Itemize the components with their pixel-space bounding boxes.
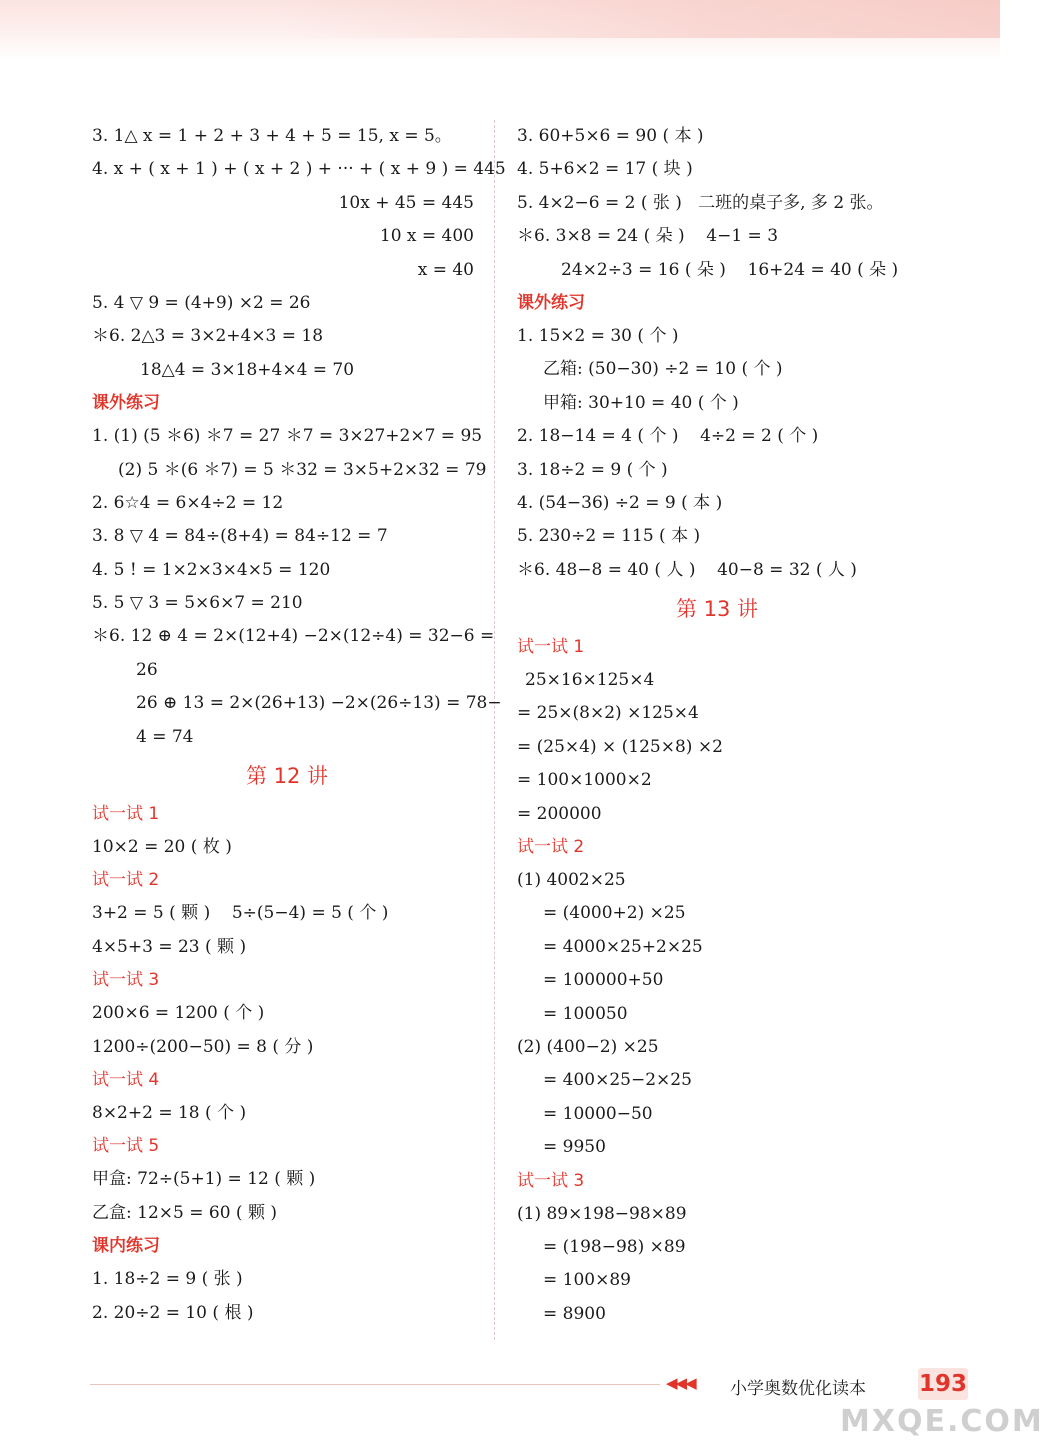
answer-line: 3. 1△ x = 1 + 2 + 3 + 4 + 5 = 15, x = 5。 [92, 126, 452, 146]
answer-line: (2) 5 ＊(6 ＊7) = 5 ＊32 = 3×5+2×32 = 79 [118, 459, 487, 480]
answer-line: 2. 6☆4 = 6×4÷2 = 12 [92, 492, 284, 513]
try-title: 试一试 3 [92, 970, 160, 991]
answer-line: = 100×1000×2 [517, 770, 652, 791]
answer-line: = 10000−50 [543, 1103, 653, 1124]
answer-line: 1. 18÷2 = 9 ( 张 ) [92, 1269, 243, 1290]
answer-line: 10x + 45 = 445 [338, 192, 474, 213]
answer-line: ＊6. 3×8 = 24 ( 朵 ) 4−1 = 3 [517, 226, 779, 247]
answer-line: 1. (1) (5 ＊6) ＊7 = 27 ＊7 = 3×27+2×7 = 95 [92, 426, 483, 447]
answer-line: = 200000 [517, 803, 602, 824]
section-title-extra-practice: 课外练习 [92, 393, 160, 414]
answer-line: 8×2+2 = 18 ( 个 ) [92, 1102, 247, 1123]
answer-line: 4. 5+6×2 = 17 ( 块 ) [517, 159, 693, 180]
answer-line: 1200÷(200−50) = 8 ( 分 ) [92, 1036, 314, 1057]
answer-line: = 8900 [543, 1303, 606, 1324]
answer-line: 乙盒: 12×5 = 60 ( 颗 ) [92, 1202, 277, 1223]
try-title: 试一试 5 [92, 1136, 160, 1157]
left-column [92, 120, 506, 1330]
answer-line: 10 x = 400 [379, 226, 474, 247]
answer-line: 26 ⊕ 13 = 2×(26+13) −2×(26÷13) = 78− [136, 693, 502, 714]
answer-line: 200×6 = 1200 ( 个 ) [92, 1003, 265, 1024]
answer-line: 5. 5 ▽ 3 = 5×6×7 = 210 [92, 593, 303, 614]
answer-line: 3. 18÷2 = 9 ( 个 ) [517, 459, 668, 480]
answer-line: 甲盒: 72÷(5+1) = 12 ( 颗 ) [92, 1169, 316, 1190]
lecture-title: 第 12 讲 [245, 764, 329, 789]
answer-line: 5. 4×2−6 = 2 ( 张 ) 二班的桌子多, 多 2 张。 [517, 192, 884, 213]
page-number: 193 [918, 1368, 968, 1400]
answer-line: 5. 4 ▽ 9 = (4+9) ×2 = 26 [92, 292, 311, 313]
answer-line: = (198−98) ×89 [543, 1236, 686, 1257]
try-title: 试一试 1 [517, 637, 585, 658]
answer-line: 3. 8 ▽ 4 = 84÷(8+4) = 84÷12 = 7 [92, 526, 388, 547]
book-title: 小学奥数优化读本 [730, 1379, 866, 1399]
answer-line: 乙箱: (50−30) ÷2 = 10 ( 个 ) [543, 359, 783, 380]
answer-line: = 100050 [543, 1003, 628, 1024]
answer-line: ＊6. 2△3 = 3×2+4×3 = 18 [92, 326, 324, 347]
footer-rule [90, 1384, 660, 1385]
answer-line: 4×5+3 = 23 ( 颗 ) [92, 936, 247, 957]
arrow-left-icon: ◀◀◀ [666, 1374, 695, 1392]
answer-line: = 100000+50 [543, 970, 664, 991]
try-title: 试一试 2 [517, 837, 585, 858]
answer-line: 甲箱: 30+10 = 40 ( 个 ) [543, 392, 739, 413]
answer-line: = 100×89 [543, 1270, 631, 1291]
answer-line: 18△4 = 3×18+4×4 = 70 [140, 359, 355, 380]
try-title: 试一试 2 [92, 870, 160, 891]
try-title: 试一试 4 [92, 1069, 160, 1090]
section-title-extra-practice: 课外练习 [517, 292, 585, 313]
answer-line: 25×16×125×4 [525, 670, 655, 691]
answer-line: ＊6. 48−8 = 40 ( 人 ) 40−8 = 32 ( 人 ) [517, 559, 857, 580]
try-title: 试一试 1 [92, 804, 160, 825]
answer-line: = (25×4) × (125×8) ×2 [517, 736, 723, 757]
answer-line: = (4000+2) ×25 [543, 903, 686, 924]
watermark: MXQE.COM [840, 1404, 1044, 1439]
answer-line: 2. 18−14 = 4 ( 个 ) 4÷2 = 2 ( 个 ) [517, 426, 819, 447]
answer-line: = 25×(8×2) ×125×4 [517, 703, 699, 724]
answer-line: 5. 230÷2 = 115 ( 本 ) [517, 526, 701, 547]
try-title: 试一试 3 [517, 1170, 585, 1191]
answer-line: 4. (54−36) ÷2 = 9 ( 本 ) [517, 492, 723, 513]
answer-line: 4. 5 ! = 1×2×3×4×5 = 120 [92, 559, 331, 580]
answer-line: = 4000×25+2×25 [543, 936, 703, 957]
answer-line: 26 [136, 659, 158, 680]
answer-line: 3+2 = 5 ( 颗 ) 5÷(5−4) = 5 ( 个 ) [92, 903, 389, 924]
answer-line: 1. 15×2 = 30 ( 个 ) [517, 325, 679, 346]
answer-line: = 400×25−2×25 [543, 1070, 692, 1091]
right-column [517, 120, 917, 1331]
answer-line: 4 = 74 [136, 726, 194, 747]
answer-line: (2) (400−2) ×25 [517, 1036, 659, 1057]
lecture-title: 第 13 讲 [675, 597, 759, 622]
answer-line: = 9950 [543, 1137, 606, 1158]
answer-line: (1) 4002×25 [517, 870, 626, 891]
answer-line: (1) 89×198−98×89 [517, 1203, 687, 1224]
answer-line: 3. 60+5×6 = 90 ( 本 ) [517, 126, 704, 146]
answer-line: 24×2÷3 = 16 ( 朵 ) 16+24 = 40 ( 朵 ) [561, 259, 899, 280]
top-decorative-accent [280, 0, 1000, 38]
answer-line: ＊6. 12 ⊕ 4 = 2×(12+4) −2×(12÷4) = 32−6 = [92, 626, 495, 647]
answer-line: x = 40 [417, 259, 474, 280]
column-divider [494, 120, 495, 1340]
answer-line: 4. x + ( x + 1 ) + ( x + 2 ) + ··· + ( x + 9 ) = 445 [92, 159, 506, 180]
answer-line: 10×2 = 20 ( 枚 ) [92, 837, 232, 858]
answer-line: 2. 20÷2 = 10 ( 根 ) [92, 1302, 254, 1323]
section-title-class-practice: 课内练习 [92, 1236, 160, 1257]
